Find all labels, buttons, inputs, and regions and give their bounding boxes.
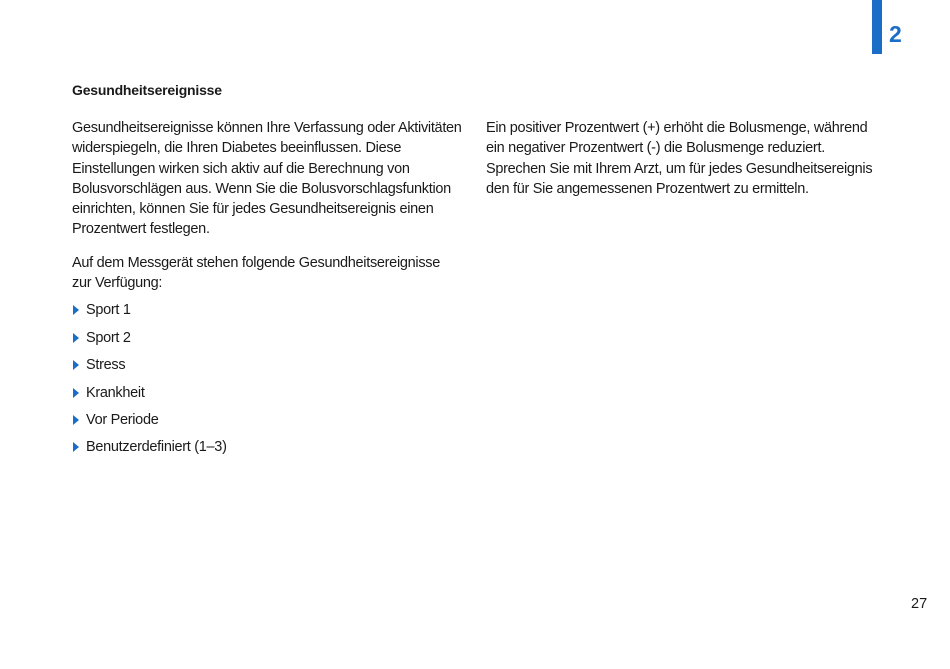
page-number: 27: [911, 596, 928, 612]
list-item: [72, 410, 462, 430]
event-label: Benutzerdefiniert (1–3): [86, 439, 227, 456]
triangle-bullet-icon: [73, 305, 79, 315]
list-item: [72, 437, 462, 457]
list-item: [72, 383, 462, 403]
events-intro-paragraph: Auf dem Messgerät stehen folgende Gesundheitsereignisse zur Verfügung:: [72, 254, 440, 292]
event-label: Vor Periode: [86, 411, 159, 428]
right-column: [486, 118, 886, 199]
chapter-number: 2: [889, 21, 902, 47]
list-item: [72, 300, 462, 320]
event-label: Krankheit: [86, 384, 145, 401]
list-item: [72, 355, 462, 375]
event-label: Stress: [86, 357, 126, 374]
percentage-paragraph: Ein positiver Prozentwert (+) erhöht die Bolusmenge, während ein negativer Prozentwert (-) die Bolusmenge reduziert. Sprechen Sie mit Ihrem Arzt, um für jedes Gesundheitsereignis den für Sie angemessenen Prozentwert zu ermitteln.: [486, 120, 873, 197]
section-heading: Gesundheitsereignisse: [72, 82, 222, 98]
chapter-tab-marker: [872, 0, 882, 54]
triangle-bullet-icon: [73, 360, 79, 370]
list-item: [72, 328, 462, 348]
event-label: Sport 2: [86, 329, 131, 346]
triangle-bullet-icon: [73, 442, 79, 452]
triangle-bullet-icon: [73, 333, 79, 343]
intro-paragraph: Gesundheitsereignisse können Ihre Verfassung oder Aktivitäten widerspiegeln, die Ihren Diabetes beeinflussen. Diese Einstellungen wirken sich aktiv auf die Berechnung von Bolusvorschlägen aus. Wenn Sie die Bolusvorschlagsfunktion einrichten, können Sie für jedes Gesundheitsereignis einen Prozentwert festlegen.: [72, 120, 462, 238]
triangle-bullet-icon: [73, 388, 79, 398]
event-label: Sport 1: [86, 302, 131, 319]
event-list: [72, 300, 462, 457]
left-column: [72, 118, 462, 465]
triangle-bullet-icon: [73, 415, 79, 425]
